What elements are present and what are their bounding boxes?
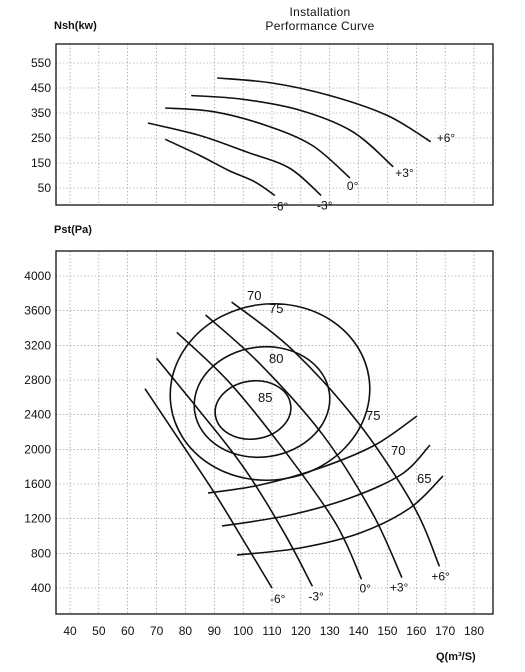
pressure-x-tick-label: 140 (348, 624, 369, 638)
power-y-tick-label: 450 (30, 81, 51, 95)
pressure-y-tick-label: 3600 (24, 303, 51, 318)
pressure-x-tick-label: 60 (121, 624, 135, 638)
power-series-label: -6° (272, 199, 289, 214)
pressure-series-label: 0° (359, 581, 371, 596)
efficiency-label: 65 (417, 471, 432, 486)
chart-title-line1: Installation (289, 5, 351, 19)
pressure-x-tick-label: 110 (262, 624, 282, 638)
chart-title-line2: Performance Curve (265, 19, 375, 33)
pressure-x-tick-label: 100 (233, 624, 254, 638)
pressure-x-tick-label: 50 (92, 624, 106, 638)
efficiency-label: 70 (391, 443, 406, 458)
pressure-series-label: +6° (431, 569, 450, 584)
pressure-x-tick-label: 80 (178, 624, 193, 638)
efficiency-label: 80 (269, 351, 284, 366)
power-series-label: 0° (346, 179, 359, 193)
pressure-x-tick-label: 70 (149, 624, 164, 638)
pressure-x-tick-label: 90 (207, 624, 221, 638)
pressure-curve-2 (157, 358, 313, 586)
efficiency-label: 70 (247, 288, 262, 303)
pressure-y-tick-label: 400 (30, 581, 51, 595)
pressure-x-tick-label: 130 (319, 624, 340, 638)
power-y-tick-label: 350 (30, 106, 51, 120)
power-y-tick-label: 250 (30, 131, 51, 145)
pressure-x-tick-label: 180 (463, 624, 485, 638)
power-y-tick-label: 50 (37, 181, 51, 195)
efficiency-label: 75 (366, 408, 381, 423)
pressure-y-tick-label: 3200 (24, 338, 51, 353)
pressure-x-tick-label: 150 (377, 624, 398, 638)
pressure-series-label: -6° (270, 592, 286, 606)
pressure-x-tick-label: 120 (290, 624, 311, 638)
pressure-y-tick-label: 2000 (24, 442, 51, 457)
pressure-y-tick-label: 4000 (24, 269, 51, 283)
power-plot-frame (56, 44, 493, 205)
pressure-curve-5 (232, 302, 440, 566)
pressure-y-tick-label: 1600 (24, 477, 51, 491)
power-curve-1 (165, 139, 275, 195)
pressure-panel (24, 251, 493, 638)
pressure-series-label: +3° (389, 580, 409, 595)
pressure-y-tick-label: 2800 (24, 373, 51, 387)
pressure-axis-label: Pst(Pa) (54, 224, 92, 236)
power-curve-2 (148, 123, 321, 196)
power-panel (31, 44, 493, 214)
power-curve-3 (165, 108, 350, 178)
pressure-y-tick-label: 800 (30, 546, 51, 561)
pressure-x-tick-label: 40 (63, 624, 77, 638)
pressure-x-tick-label: 170 (435, 624, 456, 638)
power-series-label: +6° (436, 130, 456, 145)
pressure-x-tick-label: 160 (406, 624, 427, 638)
efficiency-label: 85 (258, 390, 273, 405)
power-y-tick-label: 150 (30, 156, 51, 170)
pressure-y-tick-label: 2400 (24, 407, 51, 422)
power-y-tick-label: 550 (30, 56, 51, 70)
efficiency-band-3 (237, 476, 443, 555)
power-curve-5 (217, 78, 431, 142)
power-axis-label: Nsh(kw) (54, 20, 97, 32)
efficiency-label: 75 (269, 301, 284, 316)
pressure-curve-1 (145, 389, 272, 588)
power-series-label: +3° (395, 165, 414, 180)
flow-axis-label: Q(m³/S) (436, 651, 476, 663)
pressure-series-label: -3° (308, 589, 324, 604)
power-series-label: -3° (317, 198, 333, 213)
pressure-y-tick-label: 1200 (24, 511, 51, 526)
